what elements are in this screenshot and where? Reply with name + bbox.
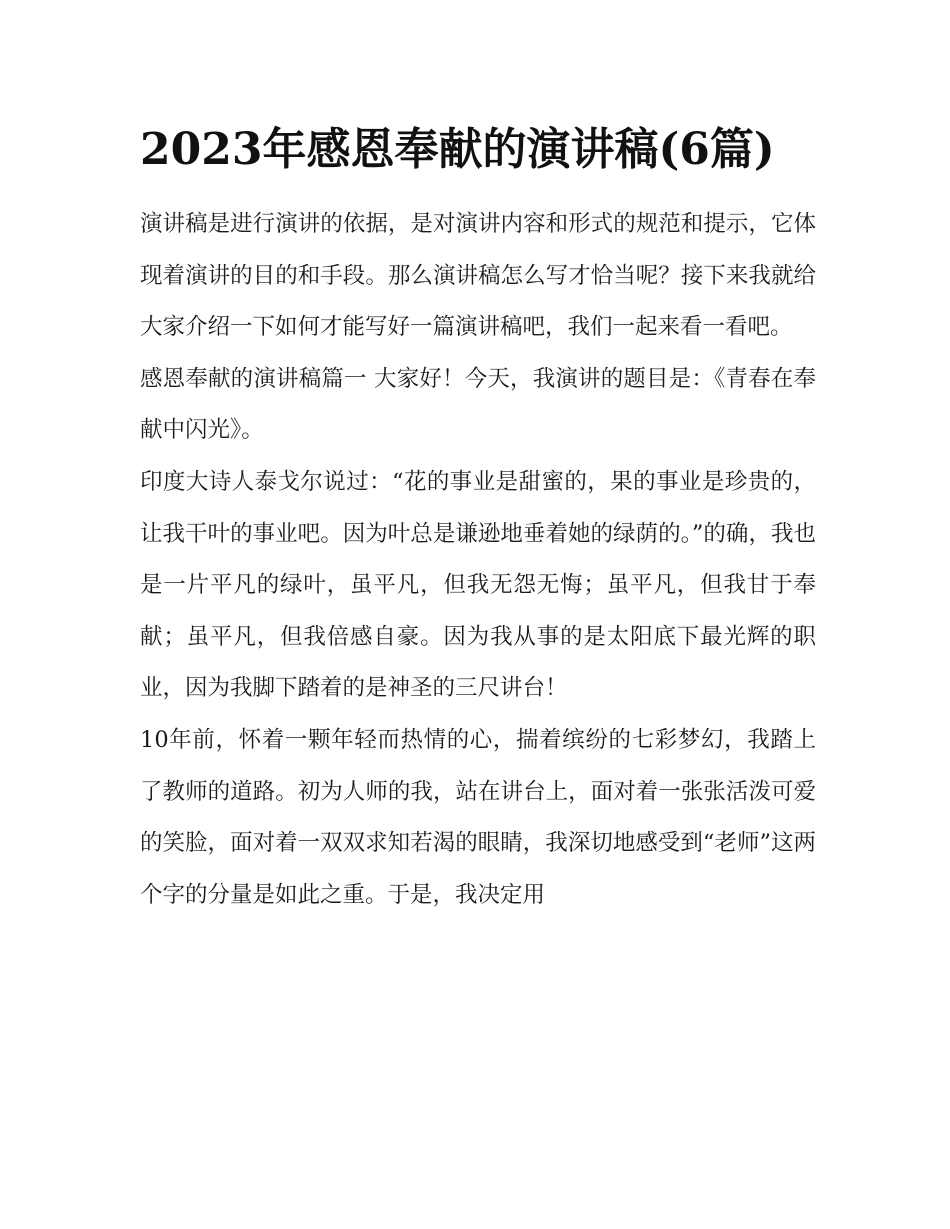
paragraph-speech-opening: 感恩奉献的演讲稿篇一 大家好！今天，我演讲的题目是：《青春在奉献中闪光》。 [140,365,816,444]
paragraph-ten-years-ago: 10年前，怀着一颗年轻而热情的心，揣着缤纷的七彩梦幻，我踏上了教师的道路。初为人师的我，站在讲台上，面对着一张张活泼可爱的笑脸，面对着一双双求知若渴的眼睛，我深切地感受到“老师”这两个字的分量是如此之重。于是，我决定用 [140,726,816,908]
paragraph-intro: 演讲稿是进行演讲的依据，是对演讲内容和形式的规范和提示，它体现着演讲的目的和手段。那么演讲稿怎么写才恰当呢？接下来我就给大家介绍一下如何才能写好一篇演讲稿吧，我们一起来看一看吧。 [140,211,816,341]
document-title: 2023年感恩奉献的演讲稿(6篇) [140,124,775,175]
paragraph-tagore-quote: 印度大诗人泰戈尔说过：“花的事业是甜蜜的，果的事业是珍贵的，让我干叶的事业吧。因为叶总是谦逊地垂着她的绿荫的。”的确，我也是一片平凡的绿叶，虽平凡，但我无怨无悔；虽平凡，但我甘于奉献；虽平凡，但我倍感自豪。因为我从事的是太阳底下最光辉的职业，因为我脚下踏着的是神圣的三尺讲台！ [140,468,816,702]
document-body [140,118,816,921]
